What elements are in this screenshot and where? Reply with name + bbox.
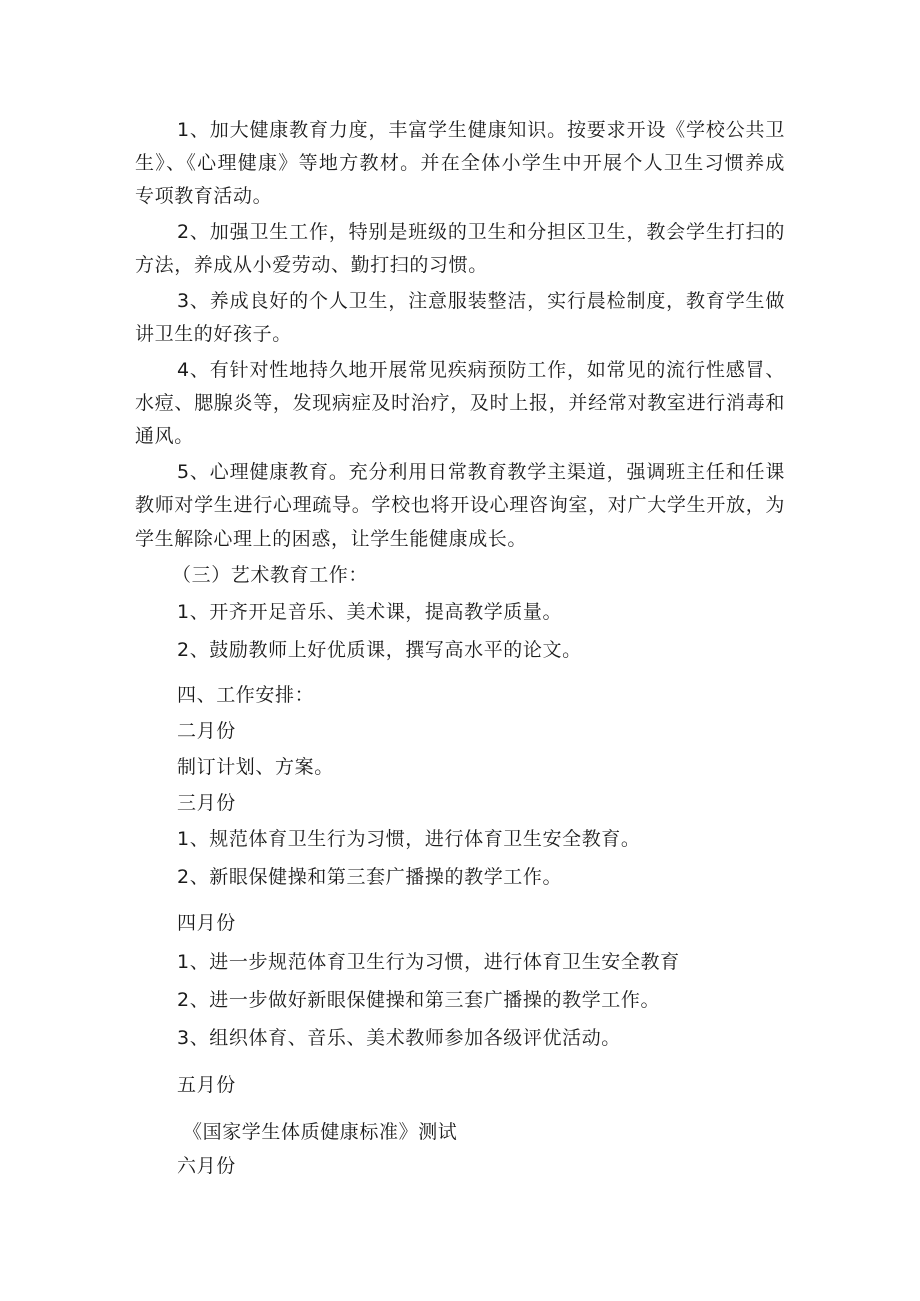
- schedule-month-may: 五月份: [177, 1074, 236, 1096]
- schedule-mar-item-2: 2、新眼保健操和第三套广播操的教学工作。: [177, 866, 563, 888]
- schedule-month-feb: 二月份: [177, 720, 236, 742]
- schedule-month-mar: 三月份: [177, 792, 236, 814]
- health-item-5-line-1: 5、心理健康教育。充分利用日常教育教学主渠道，强调班主任和任课: [177, 461, 785, 483]
- art-item-2: 2、鼓励教师上好优质课，撰写高水平的论文。: [177, 639, 582, 661]
- health-item-3-line-1: 3、养成良好的个人卫生，注意服装整洁，实行晨检制度，教育学生做: [177, 290, 785, 312]
- schedule-apr-item-2: 2、进一步做好新眼保健操和第三套广播操的教学工作。: [177, 989, 661, 1011]
- schedule-month-jun: 六月份: [177, 1155, 236, 1177]
- health-item-2-line-2: 方法，养成从小爱劳动、勤打扫的习惯。: [135, 254, 488, 276]
- health-item-5-line-3: 学生解除心理上的困惑，让学生能健康成长。: [135, 528, 528, 550]
- schedule-apr-item-3: 3、组织体育、音乐、美术教师参加各级评优活动。: [177, 1027, 621, 1049]
- art-heading: （三）艺术教育工作：: [172, 564, 369, 586]
- art-item-1: 1、开齐开足音乐、美术课，提高教学质量。: [177, 601, 563, 623]
- health-item-4-line-1: 4、有针对性地持久地开展常见疾病预防工作，如常见的流行性感冒、: [177, 359, 785, 381]
- schedule-apr-item-1: 1、进一步规范体育卫生行为习惯，进行体育卫生安全教育: [177, 951, 680, 973]
- health-item-1-line-2: 生》、《心理健康》等地方教材。并在全体小学生中开展个人卫生习惯养成: [135, 152, 785, 174]
- schedule-mar-item-1: 1、规范体育卫生行为习惯，进行体育卫生安全教育。: [177, 828, 641, 850]
- health-item-5-line-2: 教师对学生进行心理疏导。学校也将开设心理咨询室，对广大学生开放，为: [135, 494, 785, 516]
- schedule-may-item-1: 《国家学生体质健康标准》测试: [183, 1121, 458, 1143]
- health-item-3-line-2: 讲卫生的好孩子。: [135, 323, 292, 345]
- health-item-4-line-3: 通风。: [135, 425, 194, 447]
- schedule-month-apr: 四月份: [177, 912, 236, 934]
- health-item-1-line-3: 专项教育活动。: [135, 185, 273, 207]
- health-item-4-line-2: 水痘、腮腺炎等，发现病症及时治疗，及时上报，并经常对教室进行消毒和: [135, 392, 785, 414]
- schedule-feb-item-1: 制订计划、方案。: [177, 756, 334, 778]
- health-item-1-line-1: 1、加大健康教育力度，丰富学生健康知识。按要求开设《学校公共卫: [177, 119, 785, 141]
- health-item-2-line-1: 2、加强卫生工作，特别是班级的卫生和分担区卫生，教会学生打扫的: [177, 221, 785, 243]
- schedule-heading: 四、工作安排：: [177, 684, 315, 706]
